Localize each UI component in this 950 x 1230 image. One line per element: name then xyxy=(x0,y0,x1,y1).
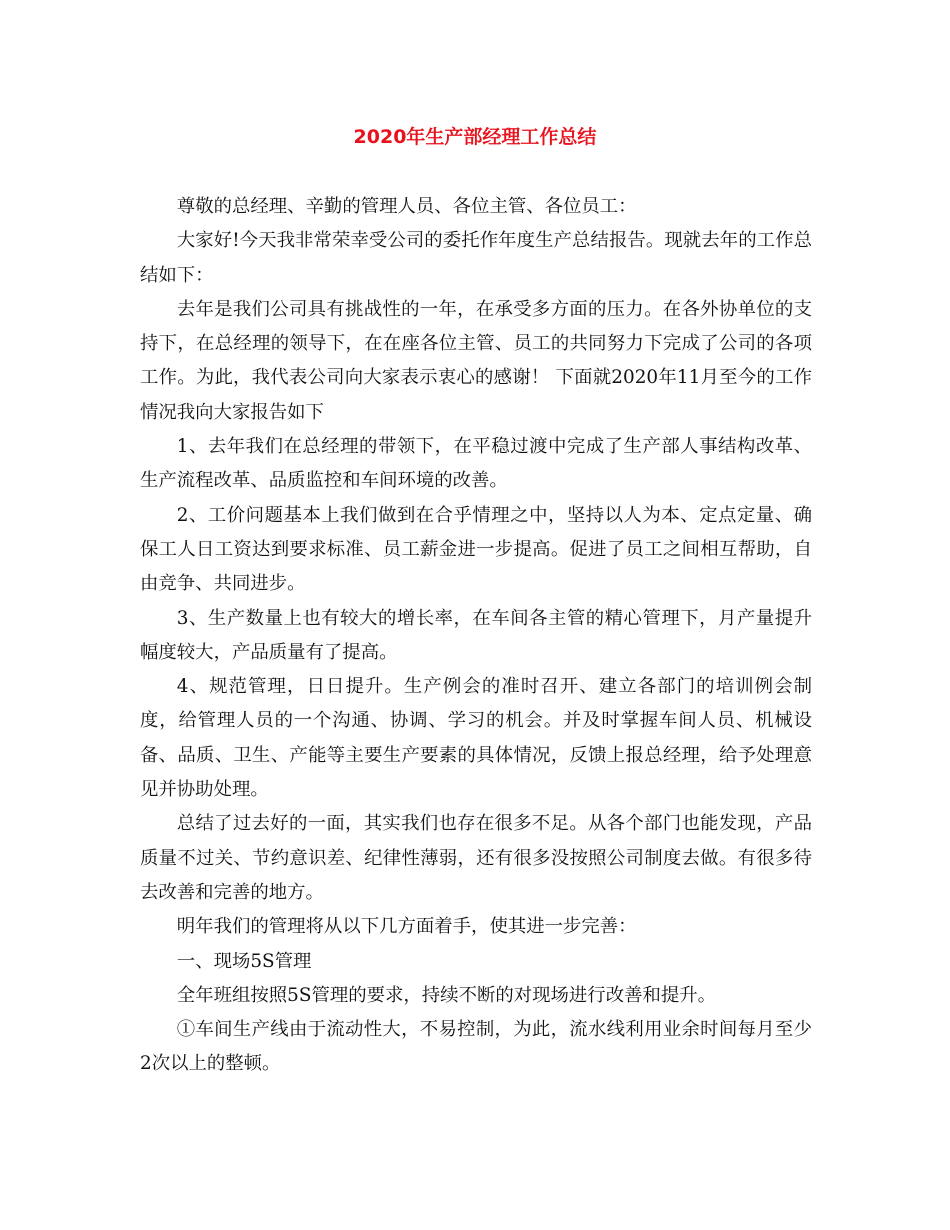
paragraph-item-4: 4、规范管理，日日提升。生产例会的准时召开、建立各部门的培训例会制度，给管理人员的一个沟通、协调、学习的机会。并及时掌握车间人员、机械设备、品质、卫生、产能等主要生产要素的具体情况，反馈上报总经理，给予处理意见并协助处理。 xyxy=(140,676,812,801)
paragraph-item-2: 2、工价问题基本上我们做到在合乎情理之中，坚持以人为本、定点定量、确保工人日工资达到要求标准、员工薪金进一步提高。促进了员工之间相互帮助，自由竞争、共同进步。 xyxy=(140,504,812,595)
section-heading-5s: 一、现场5S管理 xyxy=(176,950,312,972)
paragraph-5s-item-1: ①车间生产线由于流动性大，不易控制，为此，流水线利用业余时间每月至少2次以上的整顿。 xyxy=(140,1019,812,1075)
paragraph-5s-goal: 全年班组按照5S管理的要求，持续不断的对现场进行改善和提升。 xyxy=(176,984,717,1006)
paragraph-shortcomings: 总结了过去好的一面，其实我们也存在很多不足。从各个部门也能发现，产品质量不过关、节约意识差、纪律性薄弱，还有很多没按照公司制度去做。有很多待去改善和完善的地方。 xyxy=(140,813,812,903)
paragraph-plan-intro: 明年我们的管理将从以下几方面着手，使其进一步完善： xyxy=(176,916,637,938)
paragraph-salutation: 尊敬的总经理、辛勤的管理人员、各位主管、各位员工： xyxy=(176,196,637,217)
document-title: 2020年生产部经理工作总结 xyxy=(353,126,597,148)
paragraph-item-1: 1、去年我们在总经理的带领下，在平稳过渡中完成了生产部人事结构改革、生产流程改革、品质监控和车间环境的改善。 xyxy=(140,436,812,492)
paragraph-item-3: 3、生产数量上也有较大的增长率，在车间各主管的精心管理下，月产量提升幅度较大，产品质量有了提高。 xyxy=(140,607,812,663)
document-body xyxy=(140,190,812,1082)
paragraph-overview: 去年是我们公司具有挑战性的一年，在承受多方面的压力。在各外协单位的支持下，在总经理的领导下，在在座各位主管、员工的共同努力下完成了公司的各项工作。为此，我代表公司向大家表示衷心的感谢！ 下面就2020年11月至今的工作情况我向大家报告如下 xyxy=(140,298,812,423)
paragraph-greeting: 大家好!今天我非常荣幸受公司的委托作年度生产总结报告。现就去年的工作总结如下： xyxy=(140,230,812,286)
